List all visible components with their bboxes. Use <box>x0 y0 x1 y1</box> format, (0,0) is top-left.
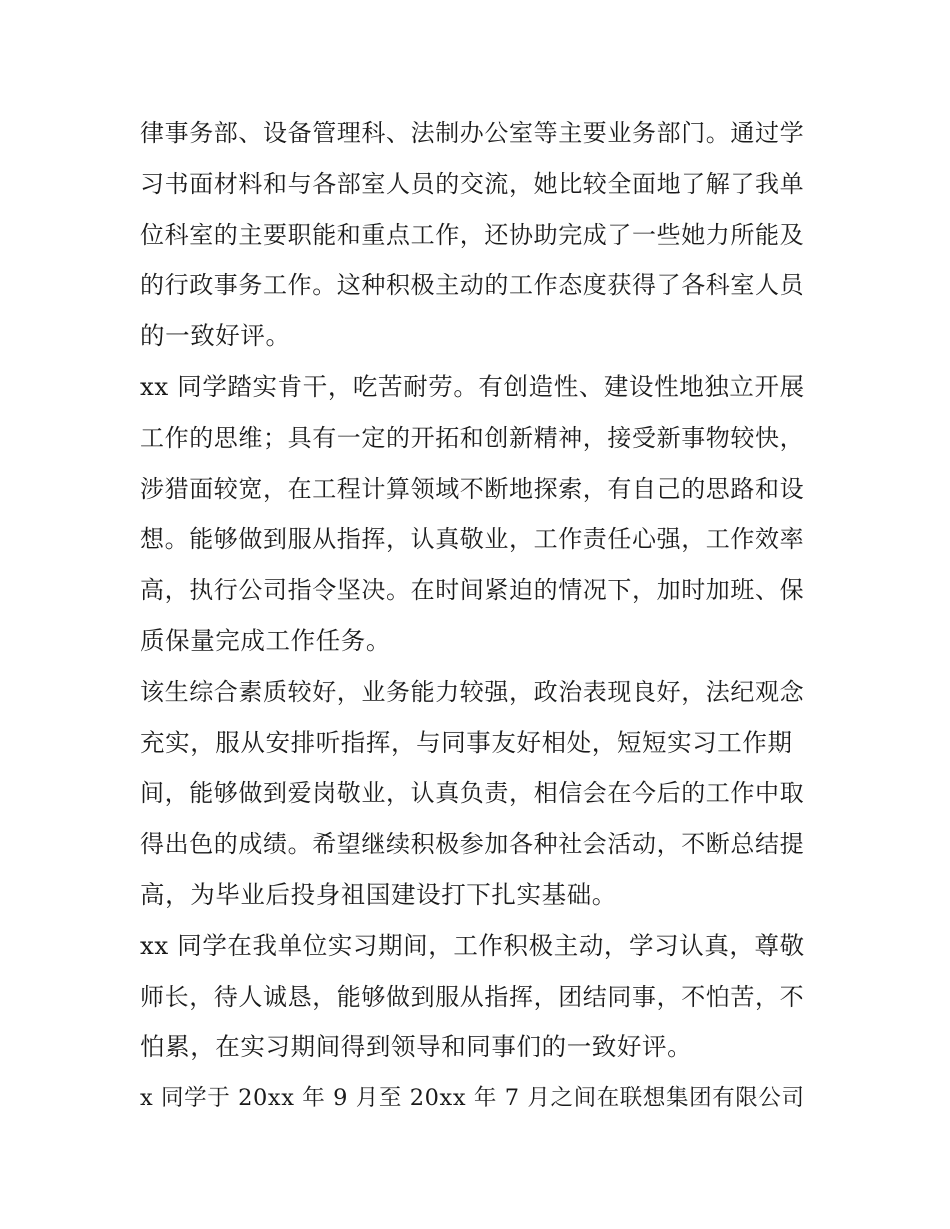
text-line: 涉猎面较宽，在工程计算领域不断地探索，有自己的思路和设 <box>140 474 805 503</box>
text-line: 想。能够做到服从指挥，认真敬业，工作责任心强，工作效率 <box>140 525 805 554</box>
text-line: 质保量完成工作任务。 <box>140 625 391 655</box>
text-line: 高，执行公司指令坚决。在时间紧迫的情况下，加时加班、保 <box>140 576 805 605</box>
text-line: 律事务部、设备管理科、法制办公室等主要业务部门。通过学 <box>140 119 805 147</box>
text-line: 的行政事务工作。这种积极主动的工作态度获得了各科室人员 <box>140 271 805 300</box>
text-line: 师长，待人诚恳，能够做到服从指挥，团结同事，不怕苦，不 <box>140 982 805 1011</box>
text-line: 工作的思维；具有一定的开拓和创新精神，接受新事物较快， <box>140 423 805 452</box>
text-line: 怕累，在实习期间得到领导和同事们的一致好评。 <box>140 1032 693 1062</box>
text-line: 高，为毕业后投身祖国建设打下扎实基础。 <box>140 879 617 909</box>
text-line: 间，能够做到爱岗敬业，认真负责，相信会在今后的工作中取 <box>140 779 805 808</box>
text-line: xx 同学踏实肯干，吃苦耐劳。有创造性、建设性地独立开展 <box>140 371 805 401</box>
text-line: xx 同学在我单位实习期间，工作积极主动，学习认真，尊敬 <box>140 930 805 960</box>
text-line: 的一致好评。 <box>140 321 291 351</box>
document-body <box>140 108 815 1124</box>
text-line: 得出色的成绩。希望继续积极参加各种社会活动，不断总结提 <box>140 830 805 859</box>
text-line: x 同学于 20xx 年 9 月至 20xx 年 7 月之间在联想集团有限公司 <box>140 1085 805 1112</box>
text-line: 该生综合素质较好，业务能力较强，政治表现良好，法纪观念 <box>140 677 805 706</box>
text-line: 充实，服从安排听指挥，与同事友好相处，短短实习工作期 <box>140 727 793 757</box>
text-line: 位科室的主要职能和重点工作，还协助完成了一些她力所能及 <box>140 220 805 249</box>
text-line: 习书面材料和与各部室人员的交流，她比较全面地了解了我单 <box>140 169 805 198</box>
